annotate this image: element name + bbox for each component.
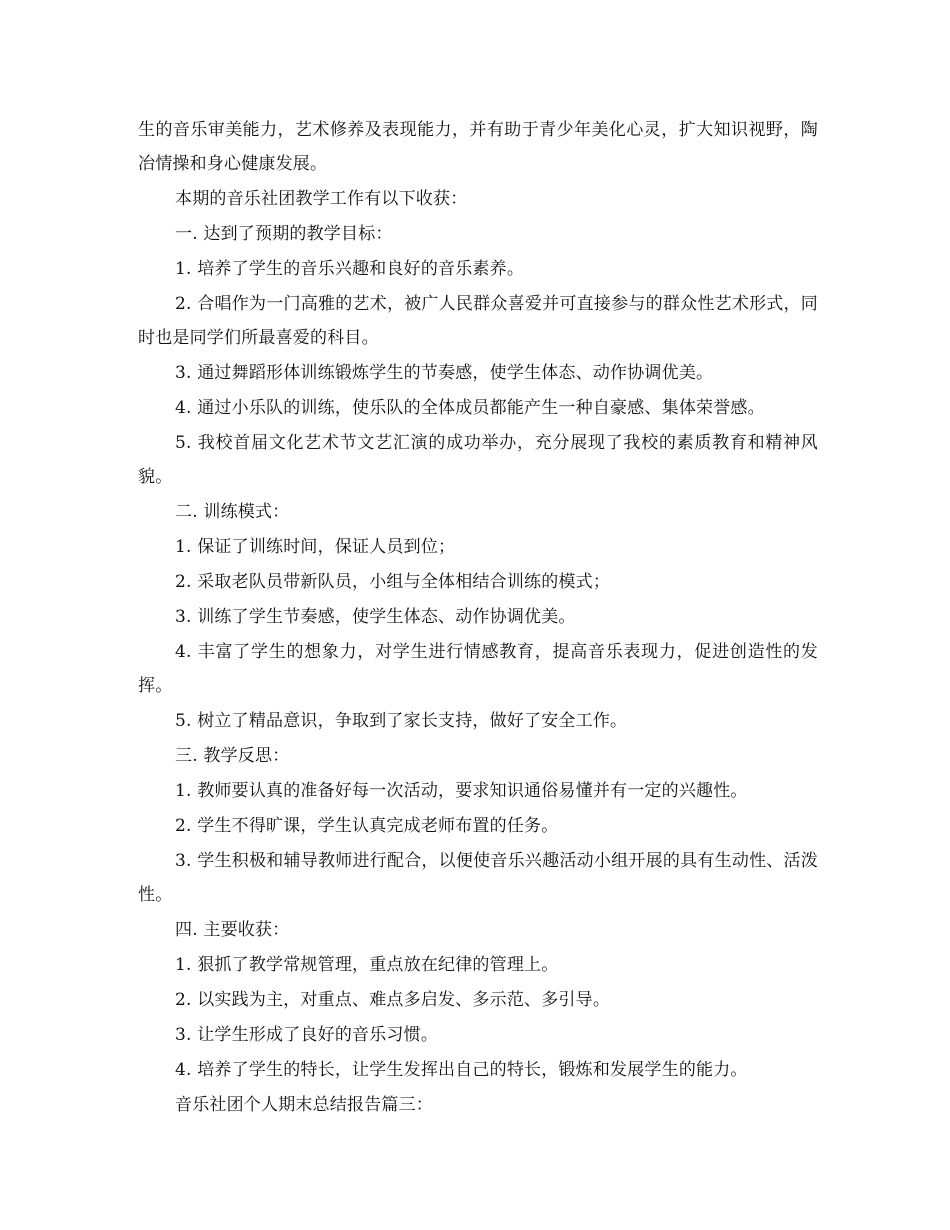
list-item: 4. 培养了学生的特长，让学生发挥出自己的特长，锻炼和发展学生的能力。 xyxy=(175,1060,748,1080)
paragraph: 生的音乐审美能力，艺术修养及表现能力，并有助于青少年美化心灵，扩大知识视野，陶冶情操和身心健康发展。 xyxy=(138,120,818,174)
list-item: 2. 学生不得旷课，学生认真完成老师布置的任务。 xyxy=(175,816,559,836)
list-item: 2. 合唱作为一门高雅的艺术，被广人民群众喜爱并可直接参与的群众性艺术形式，同时也是同学们所最喜爱的科目。 xyxy=(138,294,818,348)
list-item: 1. 培养了学生的音乐兴趣和良好的音乐素养。 xyxy=(175,259,525,279)
list-item: 2. 采取老队员带新队员，小组与全体相结合训练的模式； xyxy=(175,572,611,592)
list-item: 1. 保证了训练时间，保证人员到位； xyxy=(175,537,456,557)
list-item: 3. 让学生形成了良好的音乐习惯。 xyxy=(175,1025,439,1045)
list-item: 1. 狠抓了教学常规管理，重点放在纪律的管理上。 xyxy=(175,955,559,975)
section-heading: 二. 训练模式： xyxy=(175,502,290,522)
section-heading: 四. 主要收获： xyxy=(175,920,290,940)
document-body xyxy=(138,113,818,1123)
list-item: 4. 通过小乐队的训练，使乐队的全体成员都能产生一种自豪感、集体荣誉感。 xyxy=(175,398,765,418)
list-item: 4. 丰富了学生的想象力，对学生进行情感教育，提高音乐表现力，促进创造性的发挥。 xyxy=(138,642,818,696)
list-item: 3. 训练了学生节奏感，使学生体态、动作协调优美。 xyxy=(175,607,576,627)
list-item: 3. 通过舞蹈形体训练锻炼学生的节奏感，使学生体态、动作协调优美。 xyxy=(175,363,714,383)
list-item: 1. 教师要认真的准备好每一次活动，要求知识通俗易懂并有一定的兴趣性。 xyxy=(175,781,748,801)
list-item: 5. 树立了精品意识，争取到了家长支持，做好了安全工作。 xyxy=(175,711,628,731)
list-item: 2. 以实践为主，对重点、难点多启发、多示范、多引导。 xyxy=(175,990,611,1010)
list-item: 3. 学生积极和辅导教师进行配合，以便使音乐兴趣活动小组开展的具有生动性、活泼性。 xyxy=(138,851,818,905)
paragraph: 本期的音乐社团教学工作有以下收获： xyxy=(175,189,468,209)
section-title: 音乐社团个人期末总结报告篇三： xyxy=(175,1095,433,1115)
section-heading: 一. 达到了预期的教学目标： xyxy=(175,224,393,244)
list-item: 5. 我校首届文化艺术节文艺汇演的成功举办，充分展现了我校的素质教育和精神风貌。 xyxy=(138,433,818,487)
section-heading: 三. 教学反思： xyxy=(175,746,290,766)
